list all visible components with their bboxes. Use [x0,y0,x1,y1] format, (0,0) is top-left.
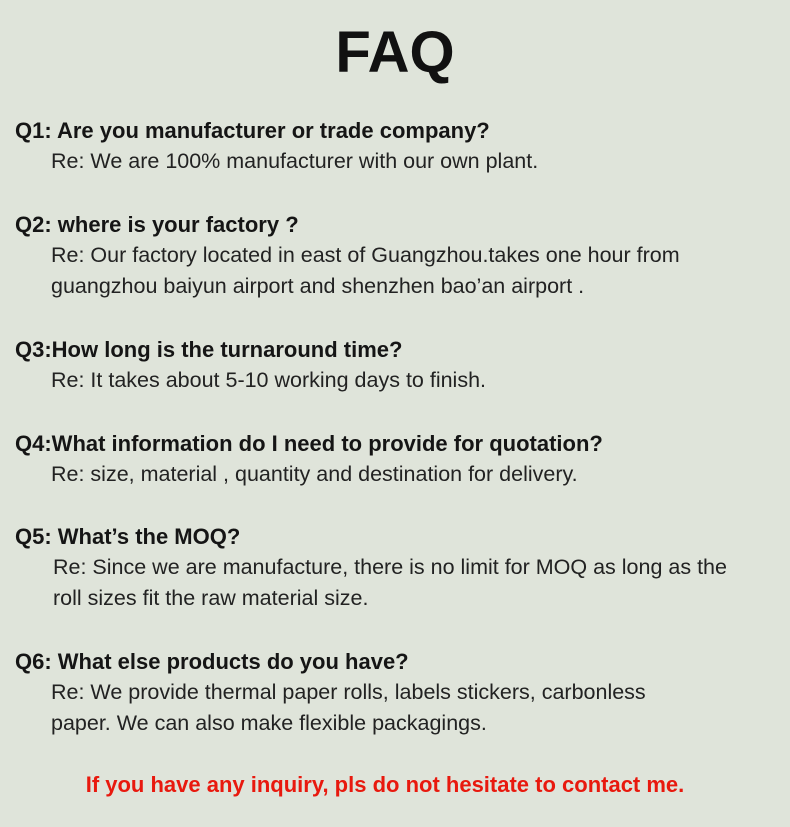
faq-item-q1 [15,116,775,177]
faq-answer [53,552,775,614]
faq-answer [51,459,775,490]
faq-answer-line: Re: We are 100% manufacturer with our own plant. [51,149,539,173]
faq-answer-line: paper. We can also make flexible packagings. [51,711,487,735]
faq-answer [51,240,775,302]
faq-item-q4 [15,429,775,490]
faq-item-q2 [15,210,775,302]
faq-question: Q1: Are you manufacturer or trade company? [15,118,490,143]
faq-answer [51,146,775,177]
faq-answer [51,365,775,396]
faq-answer-line: guangzhou baiyun airport and shenzhen bao’an airport . [51,274,585,298]
faq-answer-line: roll sizes fit the raw material size. [53,586,369,610]
contact-note: If you have any inquiry, pls do not hesitate to contact me. [85,772,685,797]
faq-item-q5 [15,522,775,614]
faq-answer-line: Re: Since we are manufacture, there is no limit for MOQ as long as the [53,555,727,579]
faq-question: Q6: What else products do you have? [15,649,409,674]
faq-answer-line: Re: size, material , quantity and destination for delivery. [51,462,578,486]
page-title: FAQ [335,20,455,85]
faq-answer [51,677,775,739]
faq-item-q6 [15,647,775,739]
faq-question: Q5: What’s the MOQ? [15,524,241,549]
faq-question: Q4:What information do I need to provide for quotation? [15,431,603,456]
faq-question: Q3:How long is the turnaround time? [15,337,403,362]
faq-answer-line: Re: Our factory located in east of Guangzhou.takes one hour from [51,243,680,267]
faq-answer-line: Re: We provide thermal paper rolls, labels stickers, carbonless [51,680,646,704]
faq-item-q3 [15,335,775,396]
faq-question: Q2: where is your factory ? [15,212,299,237]
faq-answer-line: Re: It takes about 5-10 working days to finish. [51,368,487,392]
